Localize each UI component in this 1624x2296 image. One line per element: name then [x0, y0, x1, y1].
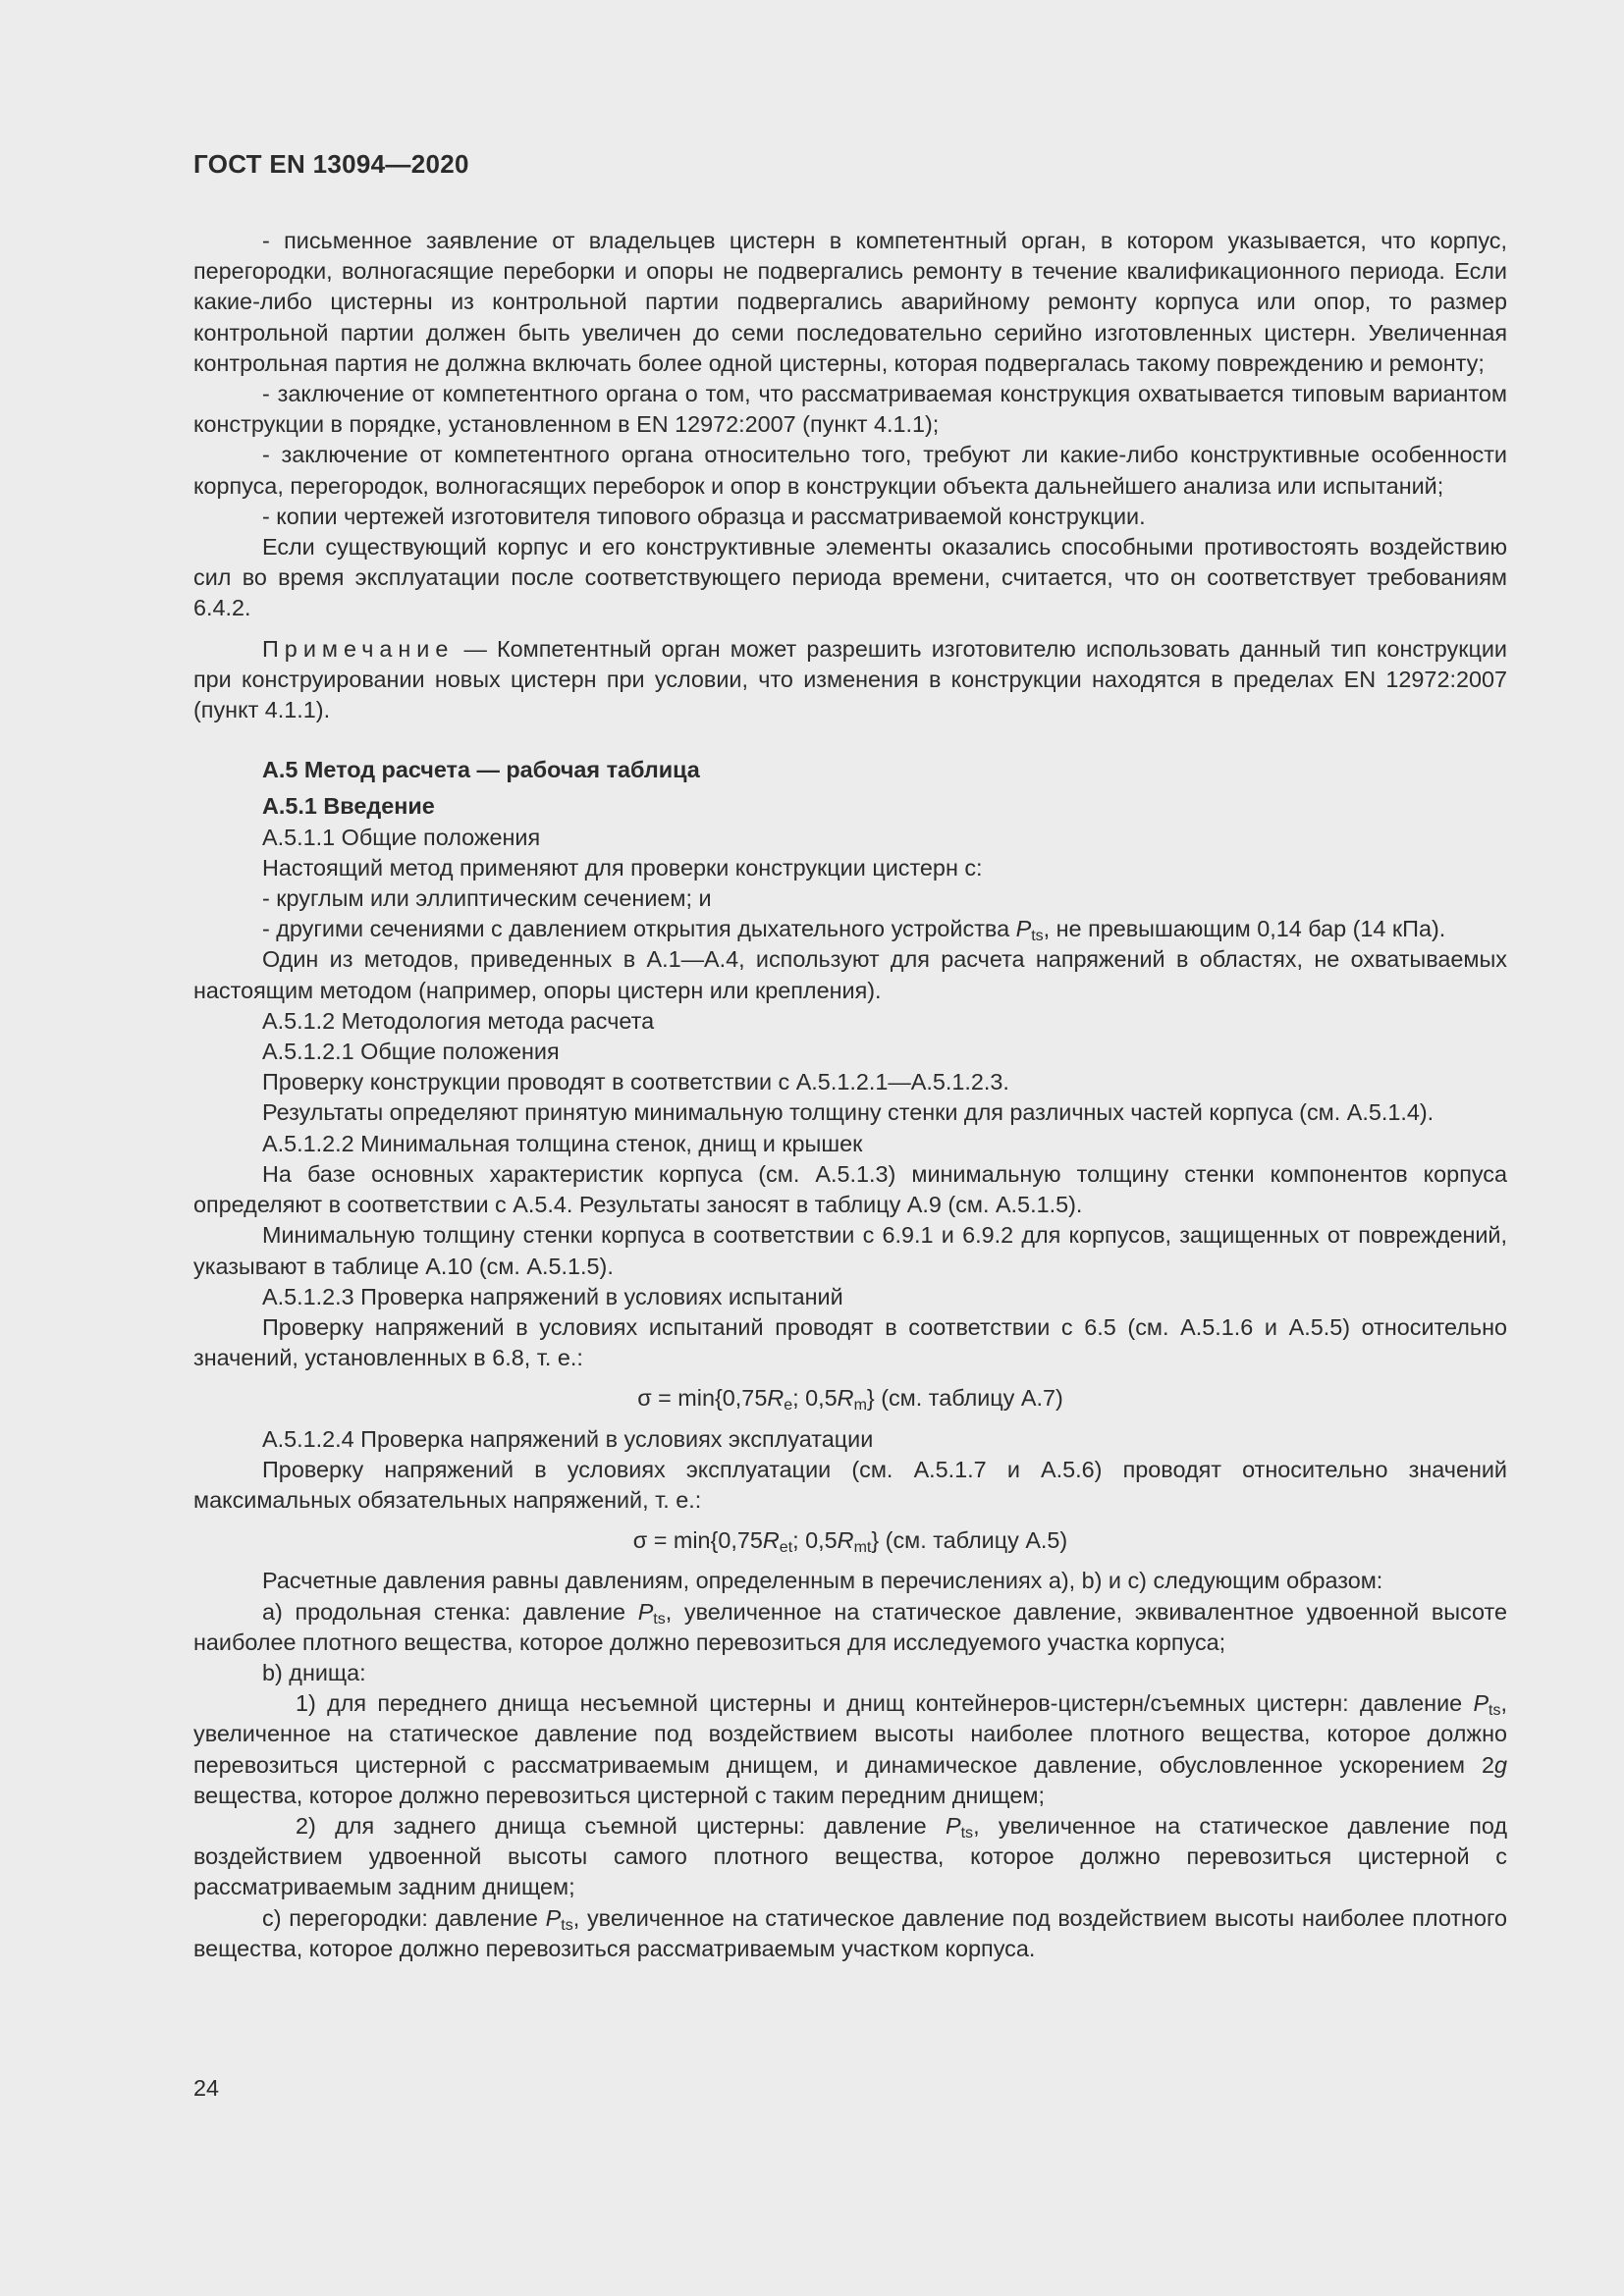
text-a5122-2: Минимальную толщину стенки корпуса в соответствии с 6.9.1 и 6.9.2 для корпусов, защищенных от повреждений, указывают в таблице А.10 (см. А.5.1.5).: [193, 1222, 1507, 1279]
list-item-a: а) продольная стенка: давление $P_{ts}$, увеличенное на статическое давление, эквивалентное удвоенной высоте наиболее плотного вещества, которое должно перевозиться для исследуемого участка корпуса;: [193, 1598, 1507, 1655]
paragraph-statement: - письменное заявление от владельцев цистерн в компетентный орган, в котором указывается, что корпус, перегородки, волногасящие переборки и опоры не подвергались ремонту в течение квалификационного периода. Если какие-либо цистерны из контрольной партии подвергались аварийному ремонту корпуса или опор, то размер контрольной партии должен быть увеличен до семи последовательно серийно изготовленных цистерн. Увеличенная контрольная партия не должна включать более одной цистерны, которая подвергалась такому повреждению и ремонту;: [193, 228, 1507, 376]
text-a5121-1: Проверку конструкции проводят в соответствии с А.5.1.2.1—А.5.1.2.3.: [262, 1069, 1009, 1095]
list-item-b2: 2) для заднего днища съемной цистерны: давление $P_{ts}$, увеличенное на статическое давление под воздействием удвоенной высоты самого плотного вещества, которое должно перевозиться цистерной с рассматриваемым задним днищем;: [193, 1812, 1507, 1900]
subsection-a5122: А.5.1.2.2 Минимальная толщина стенок, днищ и крышек: [262, 1130, 863, 1156]
note-label: Примечание: [262, 635, 455, 662]
text-a511-2: - круглым или эллиптическим сечением; и: [262, 885, 712, 912]
subsection-a5124: А.5.1.2.4 Проверка напряжений в условиях эксплуатации: [262, 1425, 874, 1452]
section-heading-a5: А.5 Метод расчета — рабочая таблица: [262, 757, 700, 783]
page-number: 24: [193, 2075, 220, 2101]
text-a5121-2: Результаты определяют принятую минимальную толщину стенки для различных частей корпуса (см. А.5.1.4).: [262, 1099, 1435, 1126]
paragraph-existing-shell: Если существующий корпус и его конструктивные элементы оказались способными противостоять воздействию сил во время эксплуатации после соответствующего периода времени, считается, что он соответствует требованиям 6.4.2.: [193, 534, 1507, 621]
subsection-a512: А.5.1.2 Методология метода расчета: [262, 1007, 655, 1034]
text-a5124-1: Проверку напряжений в условиях эксплуатации (см. А.5.1.7 и А.5.6) проводят относительно значений максимальных обязательных напряжений, т. е.:: [193, 1456, 1507, 1513]
text-a5122-1: На базе основных характеристик корпуса (см. А.5.1.3) минимальную толщину стенки компонентов корпуса определяют в соответствии с А.5.4. Результаты заносят в таблицу А.9 (см. А.5.1.5).: [193, 1160, 1507, 1218]
text-a5123-1: Проверку напряжений в условиях испытаний проводят в соответствии с 6.5 (см. А.5.1.6 и А.5.5) относительно значений, установленных в 6.8, т. е.:: [193, 1313, 1507, 1371]
subsection-a511: А.5.1.1 Общие положения: [262, 824, 541, 850]
document-body: [193, 226, 1507, 1964]
list-item-c: с) перегородки: давление $P_{ts}$, увеличенное на статическое давление под воздействием высоты наиболее плотного вещества, которое должно перевозиться рассматриваемым участком корпуса.: [193, 1904, 1507, 1961]
paragraph-conclusion-variant: - заключение от компетентного органа о том, что рассматриваемая конструкция охватывается типовым вариантом конструкции в порядке, установленном в EN 12972:2007 (пункт 4.1.1);: [193, 381, 1507, 438]
formula-service-stress: $\sigma = \min\{0,75R_{et}$; $0,5R_{mt}$} (см. таблицу А.5): [632, 1527, 1068, 1557]
document-header: ГОСТ EN 13094—2020: [193, 149, 469, 179]
paragraph-drawings: - копии чертежей изготовителя типового образца и рассматриваемой конструкции.: [262, 503, 1146, 529]
subsection-a5121: А.5.1.2.1 Общие положения: [262, 1039, 560, 1065]
text-calc-intro: Расчетные давления равны давлениям, определенным в перечислениях а), b) и с) следующим образом:: [262, 1568, 1383, 1594]
formula-test-stress: $\sigma = \min\{0,75R_e$; $0,5R_m$} (см. таблицу А.7): [637, 1385, 1063, 1415]
text-a511-3: - другими сечениями с давлением открытия дыхательного устройства $P_{ts}$, не превышающим 0,14 бар (14 кПа).: [262, 916, 1446, 945]
text-a511-4: Один из методов, приведенных в А.1—А.4, используют для расчета напряжений в областях, не охватываемых настоящим методом (например, опоры цистерн или крепления).: [193, 946, 1507, 1003]
subsection-a5123: А.5.1.2.3 Проверка напряжений в условиях испытаний: [262, 1283, 843, 1309]
section-heading-a51: А.5.1 Введение: [262, 793, 435, 820]
paragraph-conclusion-features: - заключение от компетентного органа относительно того, требуют ли какие-либо конструктивные особенности корпуса, перегородок, волногасящих переборок и опор в конструкции объекта дальнейшего анализа или испытаний;: [193, 442, 1507, 499]
note-text: — Компетентный орган может разрешить изготовителю использовать данный тип конструкции при конструировании новых цистерн при условии, что изменения в конструкции находятся в пределах EN 12972:2007 (пункт 4.1.1).: [193, 635, 1507, 723]
text-a511-1: Настоящий метод применяют для проверки конструкции цистерн с:: [262, 854, 983, 881]
list-item-b: b) днища:: [262, 1659, 366, 1685]
list-item-b1: 1) для переднего днища несъемной цистерны и днищ контейнеров-цистерн/съемных цистерн: давление $P_{ts}$, увеличенное на статическое давление под воздействием высоты наиболее плотного вещества, которое должно перевозиться цистерной с рассматриваемым днищем, и динамическое давление, обусловленное ускорением 2g вещества, которое должно перевозиться цистерной с таким передним днищем;: [193, 1690, 1507, 1808]
note-paragraph: [193, 634, 1507, 726]
